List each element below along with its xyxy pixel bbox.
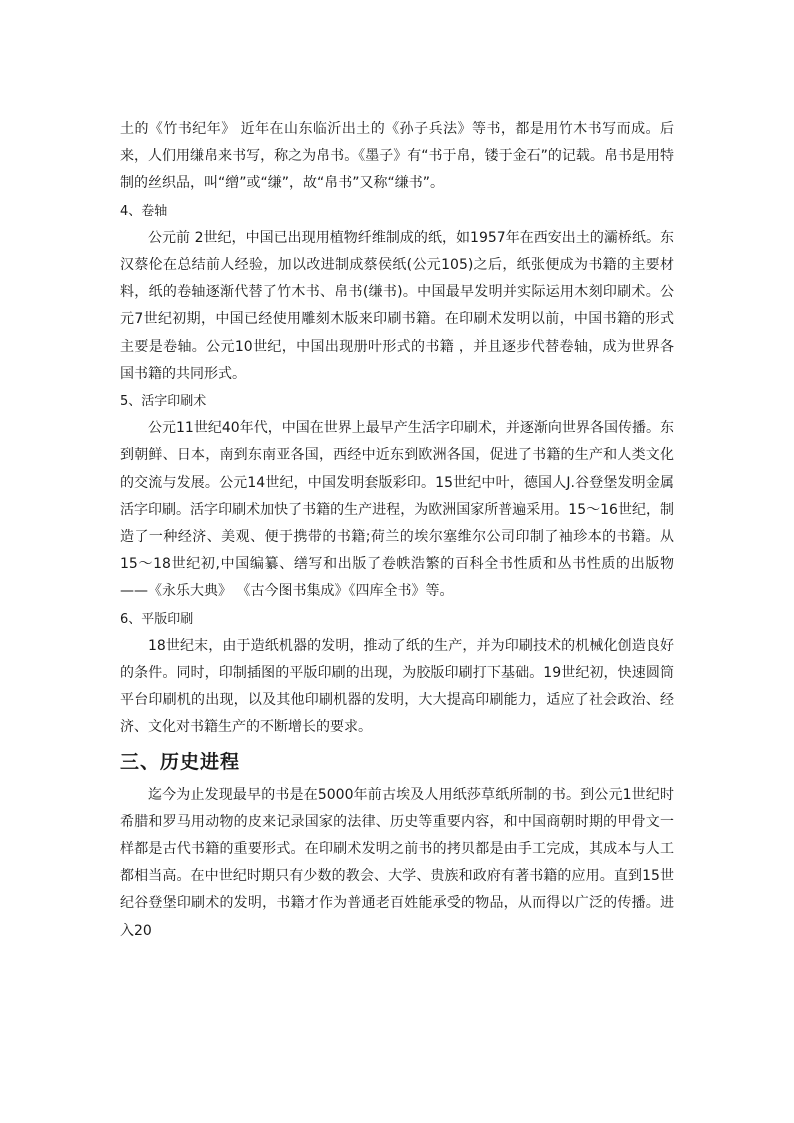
- paragraph-bamboo-silk-books: 土的《竹书纪年》 近年在山东临沂出土的《孙子兵法》等书，都是用竹木书写而成。后来，人们用缣帛来书写，称之为帛书。《墨子》有“书于帛，镂于金石”的记载。帛书是用特制的丝织品，叫“缯”或“缣”，故“帛书”又称“缣书”。: [120, 121, 674, 192]
- paragraph-lithography: 18世纪末，由于造纸机器的发明，推动了纸的生产，并为印刷技术的机械化创造良好的条件。同时，印制插图的平版印刷的出现，为胶版印刷打下基础。19世纪初，快速圆筒平台印刷机的出现，以及其他印刷机器的发明，大大提高印刷能力，适应了社会政治、经济、文化对书籍生产的不断增长的要求。: [120, 637, 674, 736]
- section-heading-history: 三、历史进程: [120, 750, 241, 773]
- subheading-lithography: 6、平版印刷: [120, 611, 194, 627]
- subheading-movable-type: 5、活字印刷术: [120, 394, 207, 410]
- document-page: [120, 116, 674, 945]
- subheading-scroll: 4、卷轴: [120, 203, 168, 219]
- paragraph-scroll: 公元前 2世纪，中国已出现用植物纤维制成的纸，如1957年在西安出土的灞桥纸。东汉蔡伦在总结前人经验，加以改进制成蔡侯纸(公元105)之后，纸张便成为书籍的主要材料，纸的卷轴逐渐代替了竹木书、帛书(缣书)。中国最早发明并实际运用木刻印刷术。公元7世纪初期，中国已经使用雕刻木版来印刷书籍。在印刷术发明以前，中国书籍的形式主要是卷轴。公元10世纪，中国出现册叶形式的书籍 ，并且逐步代替卷轴，成为世界各国书籍的共同形式。: [120, 229, 674, 382]
- paragraph-movable-type: 公元11世纪40年代，中国在世界上最早产生活字印刷术，并逐渐向世界各国传播。东到朝鲜、日本，南到东南亚各国，西经中近东到欧洲各国，促进了书籍的生产和人类文化的交流与发展。公元14世纪，中国发明套版彩印。15世纪中叶，德国人J.谷登堡发明金属活字印刷。活字印刷术加快了书籍的生产进程，为欧洲国家所普遍采用。15～16世纪，制造了一种经济、美观、便于携带的书籍;荷兰的埃尔塞维尔公司印制了袖珍本的书籍。从15～18世纪初,中国编纂、缮写和出版了卷帙浩繁的百科全书性质和丛书性质的出版物——《永乐大典》 《古今图书集成》《四库全书》等。: [120, 420, 674, 600]
- paragraph-history: 迄今为止发现最早的书是在5000年前古埃及人用纸莎草纸所制的书。到公元1世纪时希腊和罗马用动物的皮来记录国家的法律、历史等重要内容，和中国商朝时期的甲骨文一样都是古代书籍的重要形式。在印刷术发明之前书的拷贝都是由手工完成，其成本与人工都相当高。在中世纪时期只有少数的教会、大学、贵族和政府有著书籍的应用。直到15世纪谷登堡印刷术的发明，书籍才作为普通老百姓能承受的物品，从而得以广泛的传播。进入20: [120, 786, 674, 939]
